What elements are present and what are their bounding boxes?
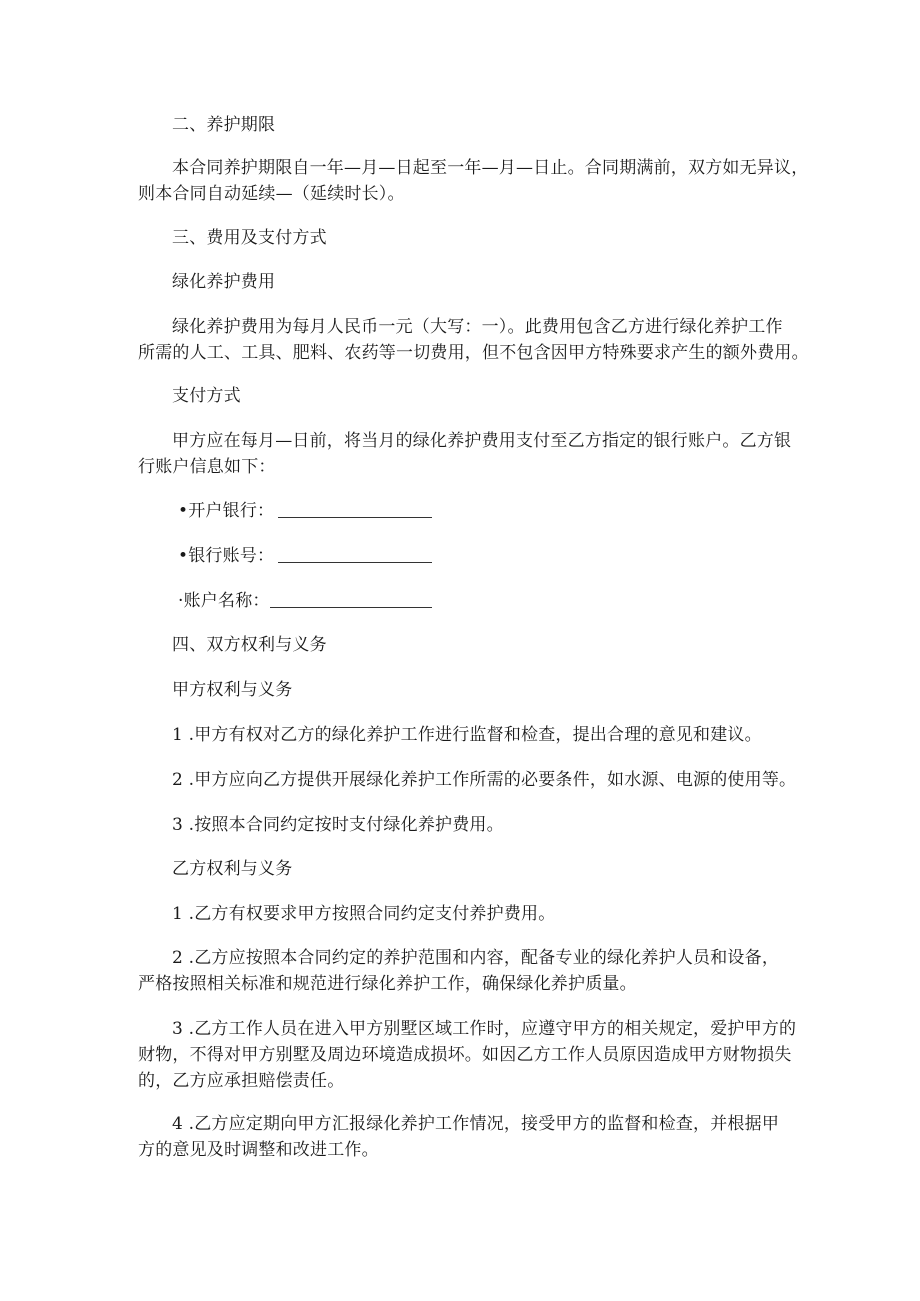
party-b-item-1: 1 .乙方有权要求甲方按照合同约定支付养护费用。 — [172, 904, 556, 924]
bank-name-blank[interactable] — [278, 517, 432, 518]
subheading-maintenance-fee: 绿化养护费用 — [172, 272, 276, 292]
payment-paragraph-line-2: 行账户信息如下： — [138, 457, 276, 477]
subheading-party-a: 甲方权利与义务 — [172, 680, 293, 700]
bank-name-label: •开户银行： — [178, 501, 275, 521]
party-b-item-4-line-1: 4 .乙方应定期向甲方汇报绿化养护工作情况，接受甲方的监督和检查，并根据甲 — [172, 1114, 780, 1134]
section-heading-fees: 三、费用及支付方式 — [172, 228, 327, 248]
fee-paragraph-line-2: 所需的人工、工具、肥料、农药等一切费用，但不包含因甲方特殊要求产生的额外费用。 — [138, 343, 809, 363]
party-b-item-2-line-1: 2 .乙方应按照本合同约定的养护范围和内容，配备专业的绿化养护人员和设备， — [172, 948, 780, 968]
account-holder-label: ·账户名称： — [178, 591, 270, 611]
term-paragraph-line-1: 本合同养护期限自一年—月—日起至一年—月—日止。合同期满前，双方如无异议， — [172, 158, 809, 178]
party-b-item-2-line-2: 严格按照相关标准和规范进行绿化养护工作，确保绿化养护质量。 — [138, 974, 637, 994]
party-b-item-4-line-2: 方的意见及时调整和改进工作。 — [138, 1140, 379, 1160]
term-paragraph-line-2: 则本合同自动延续—（延续时长）。 — [138, 184, 405, 204]
fee-paragraph-line-1: 绿化养护费用为每月人民币一元（大写：一）。此费用包含乙方进行绿化养护工作 — [172, 317, 783, 337]
party-a-item-3: 3 .按照本合同约定按时支付绿化养护费用。 — [172, 815, 504, 835]
party-b-item-3-line-1: 3 .乙方工作人员在进入甲方别墅区域工作时，应遵守甲方的相关规定，爱护甲方的 — [172, 1019, 797, 1039]
account-holder-blank[interactable] — [270, 607, 432, 608]
bank-account-blank[interactable] — [278, 562, 432, 563]
section-heading-term: 二、养护期限 — [172, 115, 276, 135]
subheading-payment-method: 支付方式 — [172, 386, 241, 406]
bank-account-label: •银行账号： — [178, 546, 275, 566]
payment-paragraph-line-1: 甲方应在每月—日前，将当月的绿化养护费用支付至乙方指定的银行账户。乙方银 — [172, 431, 792, 451]
subheading-party-b: 乙方权利与义务 — [172, 859, 293, 879]
party-b-item-3-line-2: 财物，不得对甲方别墅及周边环境造成损坏。如因乙方工作人员原因造成甲方财物损失 — [138, 1045, 792, 1065]
party-a-item-1: 1 .甲方有权对乙方的绿化养护工作进行监督和检查，提出合理的意见和建议。 — [172, 725, 762, 745]
party-a-item-2: 2 .甲方应向乙方提供开展绿化养护工作所需的必要条件，如水源、电源的使用等。 — [172, 770, 797, 790]
party-b-item-3-line-3: 的，乙方应承担赔偿责任。 — [138, 1071, 345, 1091]
section-heading-rights: 四、双方权利与义务 — [172, 635, 327, 655]
